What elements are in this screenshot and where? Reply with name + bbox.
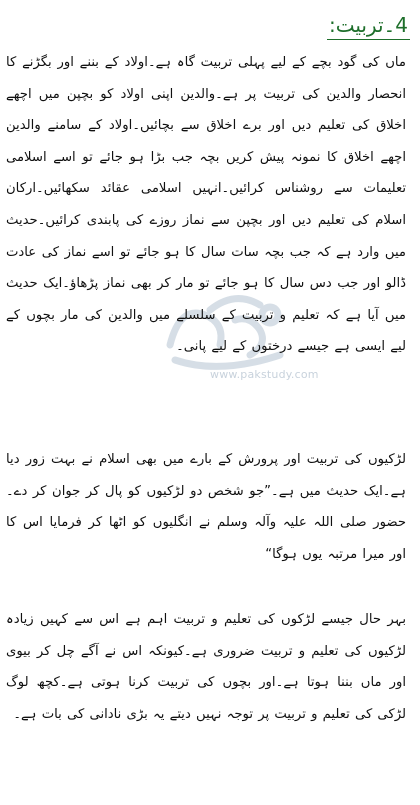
- watermark-url: www.pakstudy.com: [210, 368, 319, 381]
- paragraph-upbringing: ماں کی گود بچے کے لیے پہلی تربیت گاہ ہے۔اولاد کے بننے اور بگڑنے کا انحصار والدین کی تربیت پر ہے۔والدین اپنی اولاد کو بچپن میں اچھے اخلاق کی تعلیم دیں اور برے اخلاق سے بچائیں۔اولاد کے سامنے والدین اچھے اخلاق کا نمونہ پیش کریں بچہ جب بڑا ہو جائے تو اسے اسلامی تعلیمات سے روشناس کرائیں۔انہیں اسلامی عقائد سکھائیں۔ارکان اسلام کی تعلیم دیں اور بچپن سے نماز روزے کی پابندی کرائیں۔حدیث میں وارد ہے کہ جب بچہ سات سال کا ہو جائے تو اسے نماز کی عادت ڈالو اور جب دس سال کا ہو جائے تو مار کر بھی نماز پڑھاؤ۔ایک حدیث میں آیا ہے کہ تعلیم و تربیت کے سلسلے میں والدین کی مار بچوں کے لیے ایسی ہے جیسے درختوں کے لیے پانی۔: [6, 55, 406, 355]
- section-heading: 4۔تربیت:: [327, 14, 410, 40]
- paragraph-girls-upbringing: لڑکیوں کی تربیت اور پرورش کے بارے میں بھی اسلام نے بہت زور دیا ہے۔ایک حدیث میں ہے۔”جو شخص دو لڑکیوں کو پال کر جوان کر دے۔حضور صلی اللہ علیہ وآلہ وسلم نے انگلیوں کو اٹھا کر فرمایا اس کا اور میرا مرتبہ یوں ہوگا“: [6, 452, 406, 562]
- paragraph-girls-education: بہر حال جیسے لڑکوں کی تعلیم و تربیت اہم ہے اس سے کہیں زیادہ لڑکیوں کی تعلیم و تربیت ضروری ہے۔کیونکہ اس نے آگے چل کر بیوی اور ماں بننا ہوتا ہے۔اور بچوں کی تربیت کرنا ہوتی ہے۔کچھ لوگ لڑکی کی تعلیم و تربیت پر توجہ نہیں دیتے یہ بڑی نادانی کی بات ہے۔: [6, 612, 406, 722]
